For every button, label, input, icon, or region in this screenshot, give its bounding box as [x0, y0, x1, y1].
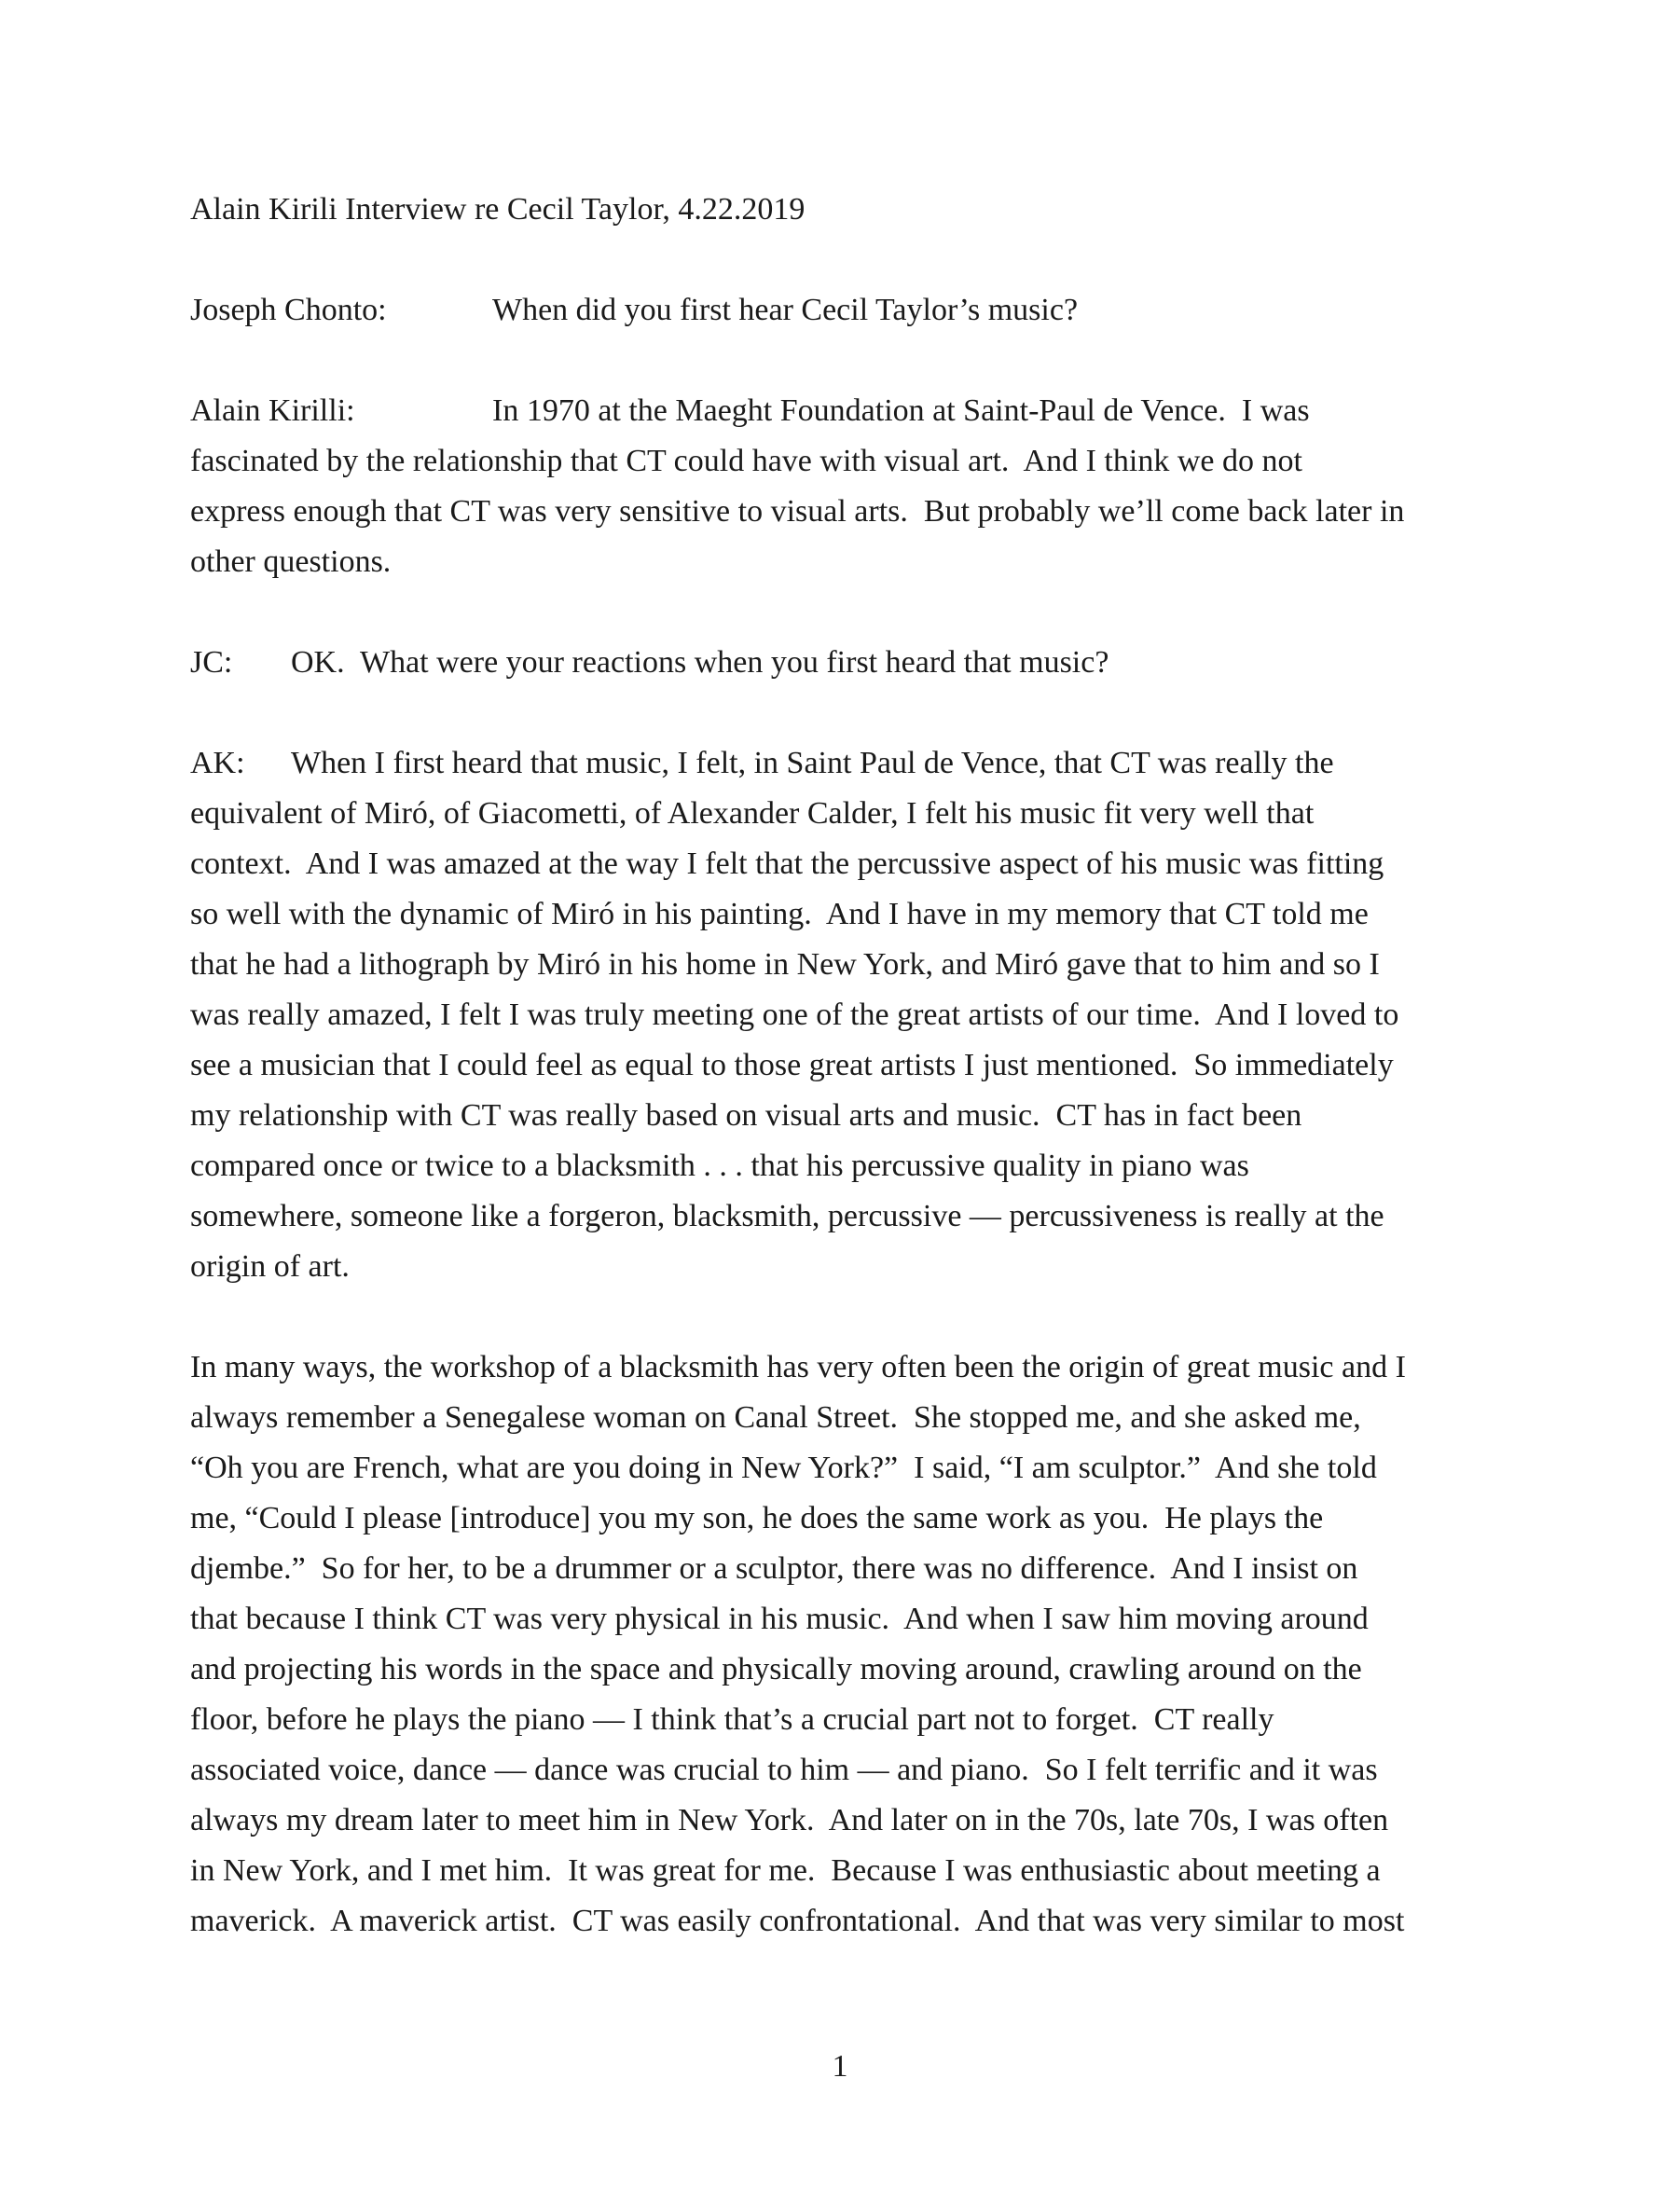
speaker-label: AK: — [190, 746, 245, 780]
turn-first-line — [190, 638, 1514, 688]
turn-text-line: in New York, and I met him. It was great for me. Because I was enthusiastic about meeting a — [190, 1853, 1381, 1888]
turn-text-line: somewhere, someone like a forgeron, blacksmith, percussive — percussiveness is really at the — [190, 1199, 1384, 1233]
document-title: Alain Kirili Interview re Cecil Taylor, 4.22.2019 — [190, 192, 806, 227]
turn-text-line: context. And I was amazed at the way I felt that the percussive aspect of his music was fitting — [190, 846, 1384, 881]
speaker-label: Alain Kirilli: — [190, 393, 355, 428]
turn-text-line: other questions. — [190, 544, 392, 579]
turn-text-line: djembe.” So for her, to be a drummer or a sculptor, there was no difference. And I insist on — [190, 1551, 1358, 1586]
turn-text-line: always remember a Senegalese woman on Canal Street. She stopped me, and she asked me, — [190, 1400, 1361, 1435]
turn-text-line: equivalent of Miró, of Giacometti, of Alexander Calder, I felt his music fit very well that — [190, 796, 1315, 831]
interview-turn — [190, 285, 1514, 336]
turn-text-line: maverick. A maverick artist. CT was easily confrontational. And that was very similar to most — [190, 1904, 1405, 1938]
turn-text-line: floor, before he plays the piano — I think that’s a crucial part not to forget. CT really — [190, 1702, 1274, 1737]
turn-first-line — [190, 285, 1514, 336]
turn-text-line: me, “Could I please [introduce] you my son, he does the same work as you. He plays the — [190, 1501, 1324, 1535]
turn-text-line: fascinated by the relationship that CT could have with visual art. And I think we do not — [190, 444, 1302, 478]
speaker-label: Joseph Chonto: — [190, 293, 387, 327]
turn-text-line: “Oh you are French, what are you doing in New York?” I said, “I am sculptor.” And she told — [190, 1451, 1377, 1485]
turn-text-line: my relationship with CT was really based on visual arts and music. CT has in fact been — [190, 1098, 1302, 1133]
turn-text-line: In 1970 at the Maeght Foundation at Saint-Paul de Vence. I was — [492, 393, 1310, 428]
turn-text-line: origin of art. — [190, 1249, 350, 1284]
interview-turn — [190, 386, 1514, 587]
turn-text-line: When did you first hear Cecil Taylor’s music? — [492, 293, 1079, 327]
turn-text-line: so well with the dynamic of Miró in his painting. And I have in my memory that CT told me — [190, 897, 1369, 931]
turn-text-line: was really amazed, I felt I was truly meeting one of the great artists of our time. And I loved to — [190, 998, 1399, 1032]
turn-text-line: compared once or twice to a blacksmith . . . that his percussive quality in piano was — [190, 1149, 1249, 1183]
turn-text-line: express enough that CT was very sensitive to visual arts. But probably we’ll come back later in — [190, 494, 1405, 529]
turn-text-line: see a musician that I could feel as equal to those great artists I just mentioned. So immediately — [190, 1048, 1394, 1082]
turn-text-line: that he had a lithograph by Miró in his home in New York, and Miró gave that to him and so I — [190, 947, 1380, 982]
turn-first-line — [190, 738, 1514, 789]
interview-turn — [190, 638, 1514, 688]
interview-turn — [190, 738, 1514, 1292]
turn-text-line: associated voice, dance — dance was crucial to him — and piano. So I felt terrific and it was — [190, 1753, 1378, 1787]
turn-text-line: always my dream later to meet him in New York. And later on in the 70s, late 70s, I was often — [190, 1803, 1389, 1837]
page-number: 1 — [832, 2049, 848, 2084]
document-body — [190, 185, 1514, 1947]
turn-text-line: that because I think CT was very physical in his music. And when I saw him moving around — [190, 1602, 1369, 1636]
interview-paragraph — [190, 1342, 1514, 1947]
turn-first-line — [190, 386, 1514, 436]
speaker-label: JC: — [190, 645, 233, 680]
turn-text-line: OK. What were your reactions when you first heard that music? — [291, 645, 1109, 680]
turn-text-line: In many ways, the workshop of a blacksmith has very often been the origin of great music and I — [190, 1350, 1406, 1384]
turn-text-line: When I first heard that music, I felt, in Saint Paul de Vence, that CT was really the — [291, 746, 1334, 780]
turn-text-line: and projecting his words in the space and physically moving around, crawling around on the — [190, 1652, 1362, 1686]
